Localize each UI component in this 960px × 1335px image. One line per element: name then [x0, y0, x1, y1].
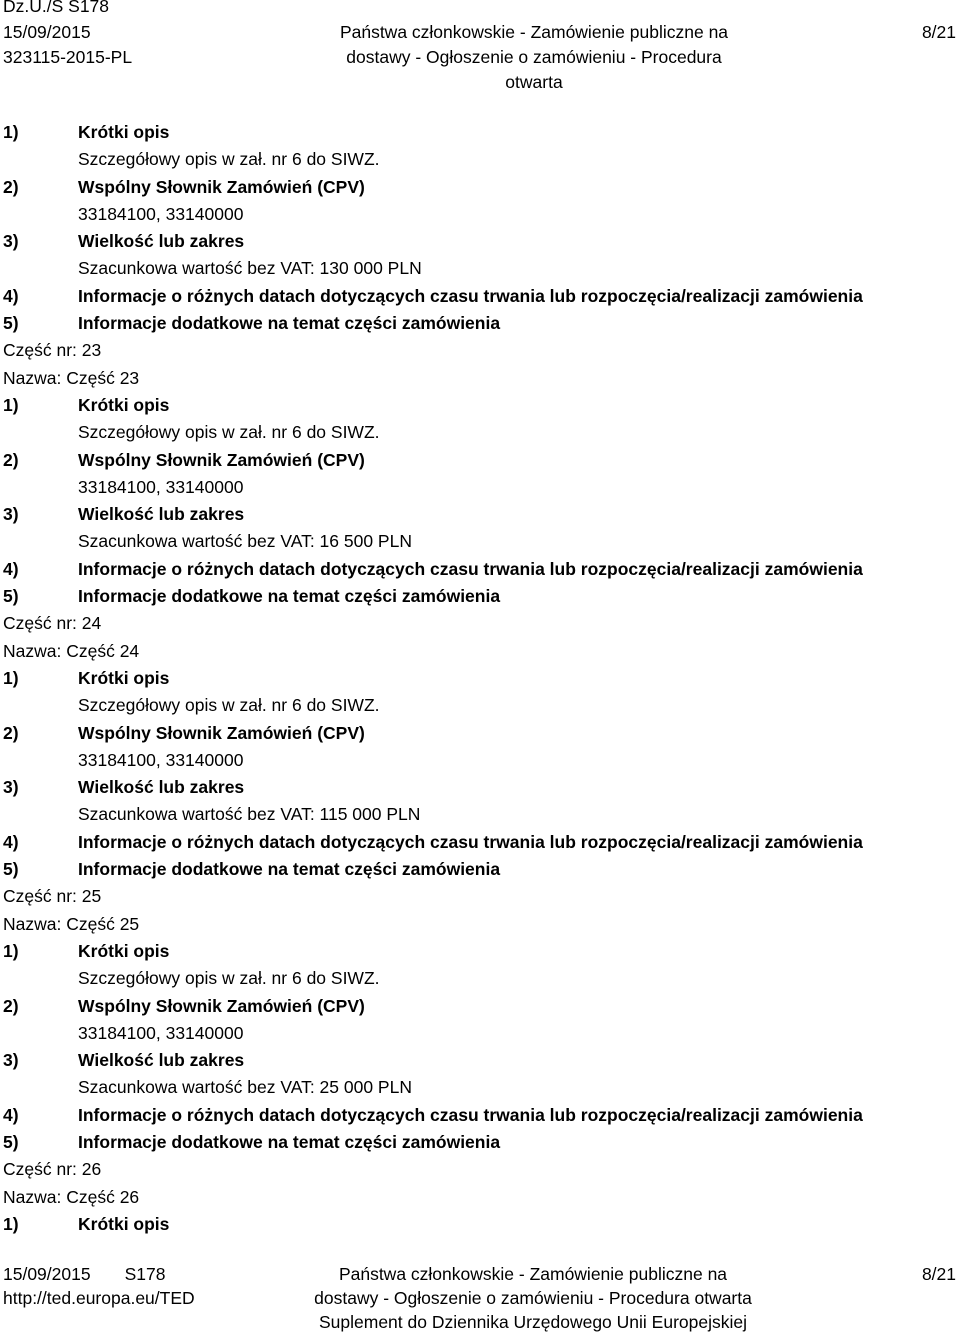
footer-issue: S178	[124, 1264, 166, 1284]
header-page-number: 8/21	[921, 22, 956, 42]
part-number: Część nr: 26	[3, 1159, 102, 1180]
section-quantity: 3) Wielkość lub zakres	[3, 504, 245, 525]
section-short-description: 1) Krótki opis	[3, 940, 170, 961]
estimated-value: Szacunkowa wartość bez VAT: 25 000 PLN	[78, 1077, 412, 1098]
section-dates: 4) Informacje o różnych datach dotyczących czasu trwania lub rozpoczęcia/realizacji zamówienia	[3, 285, 863, 306]
short-description-text: Szczegółowy opis w zał. nr 6 do SIWZ.	[78, 149, 380, 170]
footer-title-line2: dostawy - Ogłoszenie o zamówieniu - Procedura otwarta	[314, 1288, 752, 1308]
part-number: Część nr: 25	[3, 886, 102, 907]
short-description-text: Szczegółowy opis w zał. nr 6 do SIWZ.	[78, 422, 380, 443]
notice-ref: 323115-2015-PL	[3, 47, 133, 67]
section-short-description: 1) Krótki opis	[3, 394, 170, 415]
section-quantity: 3) Wielkość lub zakres	[3, 777, 245, 798]
footer-title-line1: Państwa członkowskie - Zamówienie publiczne na	[338, 1264, 728, 1284]
part-name: Nazwa: Część 26	[3, 1186, 140, 1207]
section-short-description: 1) Krótki opis	[3, 122, 170, 142]
footer-date: 15/09/2015	[3, 1264, 91, 1284]
section-short-description: 1) Krótki opis	[3, 667, 170, 688]
section-dates: 4) Informacje o różnych datach dotyczących czasu trwania lub rozpoczęcia/realizacji zamówienia	[3, 558, 863, 579]
estimated-value: Szacunkowa wartość bez VAT: 115 000 PLN	[78, 804, 421, 825]
section-cpv: 2) Wspólny Słownik Zamówień (CPV)	[3, 995, 365, 1016]
short-description-text: Szczegółowy opis w zał. nr 6 do SIWZ.	[78, 968, 380, 989]
cpv-codes: 33184100, 33140000	[78, 476, 244, 497]
section-quantity: 3) Wielkość lub zakres	[3, 1050, 245, 1071]
ted-link[interactable]: http://ted.europa.eu/TED	[3, 1288, 195, 1308]
page-header	[0, 0, 960, 92]
footer-title-line3: Suplement do Dziennika Urzędowego Unii Europejskiej	[318, 1312, 747, 1332]
part-number: Część nr: 24	[3, 613, 102, 634]
section-quantity: 3) Wielkość lub zakres	[3, 231, 245, 252]
section-dates: 4) Informacje o różnych datach dotyczących czasu trwania lub rozpoczęcia/realizacji zamówienia	[3, 831, 863, 852]
header-title-line1: Państwa członkowskie - Zamówienie publiczne na	[339, 22, 729, 42]
part-name: Nazwa: Część 24	[3, 640, 140, 661]
estimated-value: Szacunkowa wartość bez VAT: 16 500 PLN	[78, 531, 412, 552]
section-additional-info: 5) Informacje dodatkowe na temat części zamówienia	[3, 586, 501, 607]
page-footer	[0, 1262, 960, 1334]
section-additional-info: 5) Informacje dodatkowe na temat części zamówienia	[3, 859, 501, 880]
footer-page-number: 8/21	[921, 1264, 956, 1284]
section-additional-info: 5) Informacje dodatkowe na temat części zamówienia	[3, 313, 501, 334]
section-cpv: 2) Wspólny Słownik Zamówień (CPV)	[3, 722, 365, 743]
document-body	[3, 119, 953, 1238]
section-dates: 4) Informacje o różnych datach dotyczących czasu trwania lub rozpoczęcia/realizacji zamówienia	[3, 1104, 863, 1125]
short-description-text: Szczegółowy opis w zał. nr 6 do SIWZ.	[78, 695, 380, 716]
header-date: 15/09/2015	[3, 22, 91, 42]
part-name: Nazwa: Część 23	[3, 367, 140, 388]
part-name: Nazwa: Część 25	[3, 913, 140, 934]
cpv-codes: 33184100, 33140000	[78, 749, 244, 770]
header-title-line2: dostawy - Ogłoszenie o zamówieniu - Procedura otwarta	[346, 47, 722, 92]
section-cpv: 2) Wspólny Słownik Zamówień (CPV)	[3, 449, 365, 470]
section-additional-info: 5) Informacje dodatkowe na temat części zamówienia	[3, 1131, 501, 1152]
section-short-description: 1) Krótki opis	[3, 1213, 170, 1234]
cpv-codes: 33184100, 33140000	[78, 203, 244, 224]
estimated-value: Szacunkowa wartość bez VAT: 130 000 PLN	[78, 258, 422, 279]
footer-date-issue	[3, 1262, 165, 1287]
cpv-codes: 33184100, 33140000	[78, 1022, 244, 1043]
part-number: Część nr: 23	[3, 340, 102, 361]
section-cpv: 2) Wspólny Słownik Zamówień (CPV)	[3, 176, 365, 197]
journal-ref: Dz.U./S S178	[3, 0, 110, 16]
